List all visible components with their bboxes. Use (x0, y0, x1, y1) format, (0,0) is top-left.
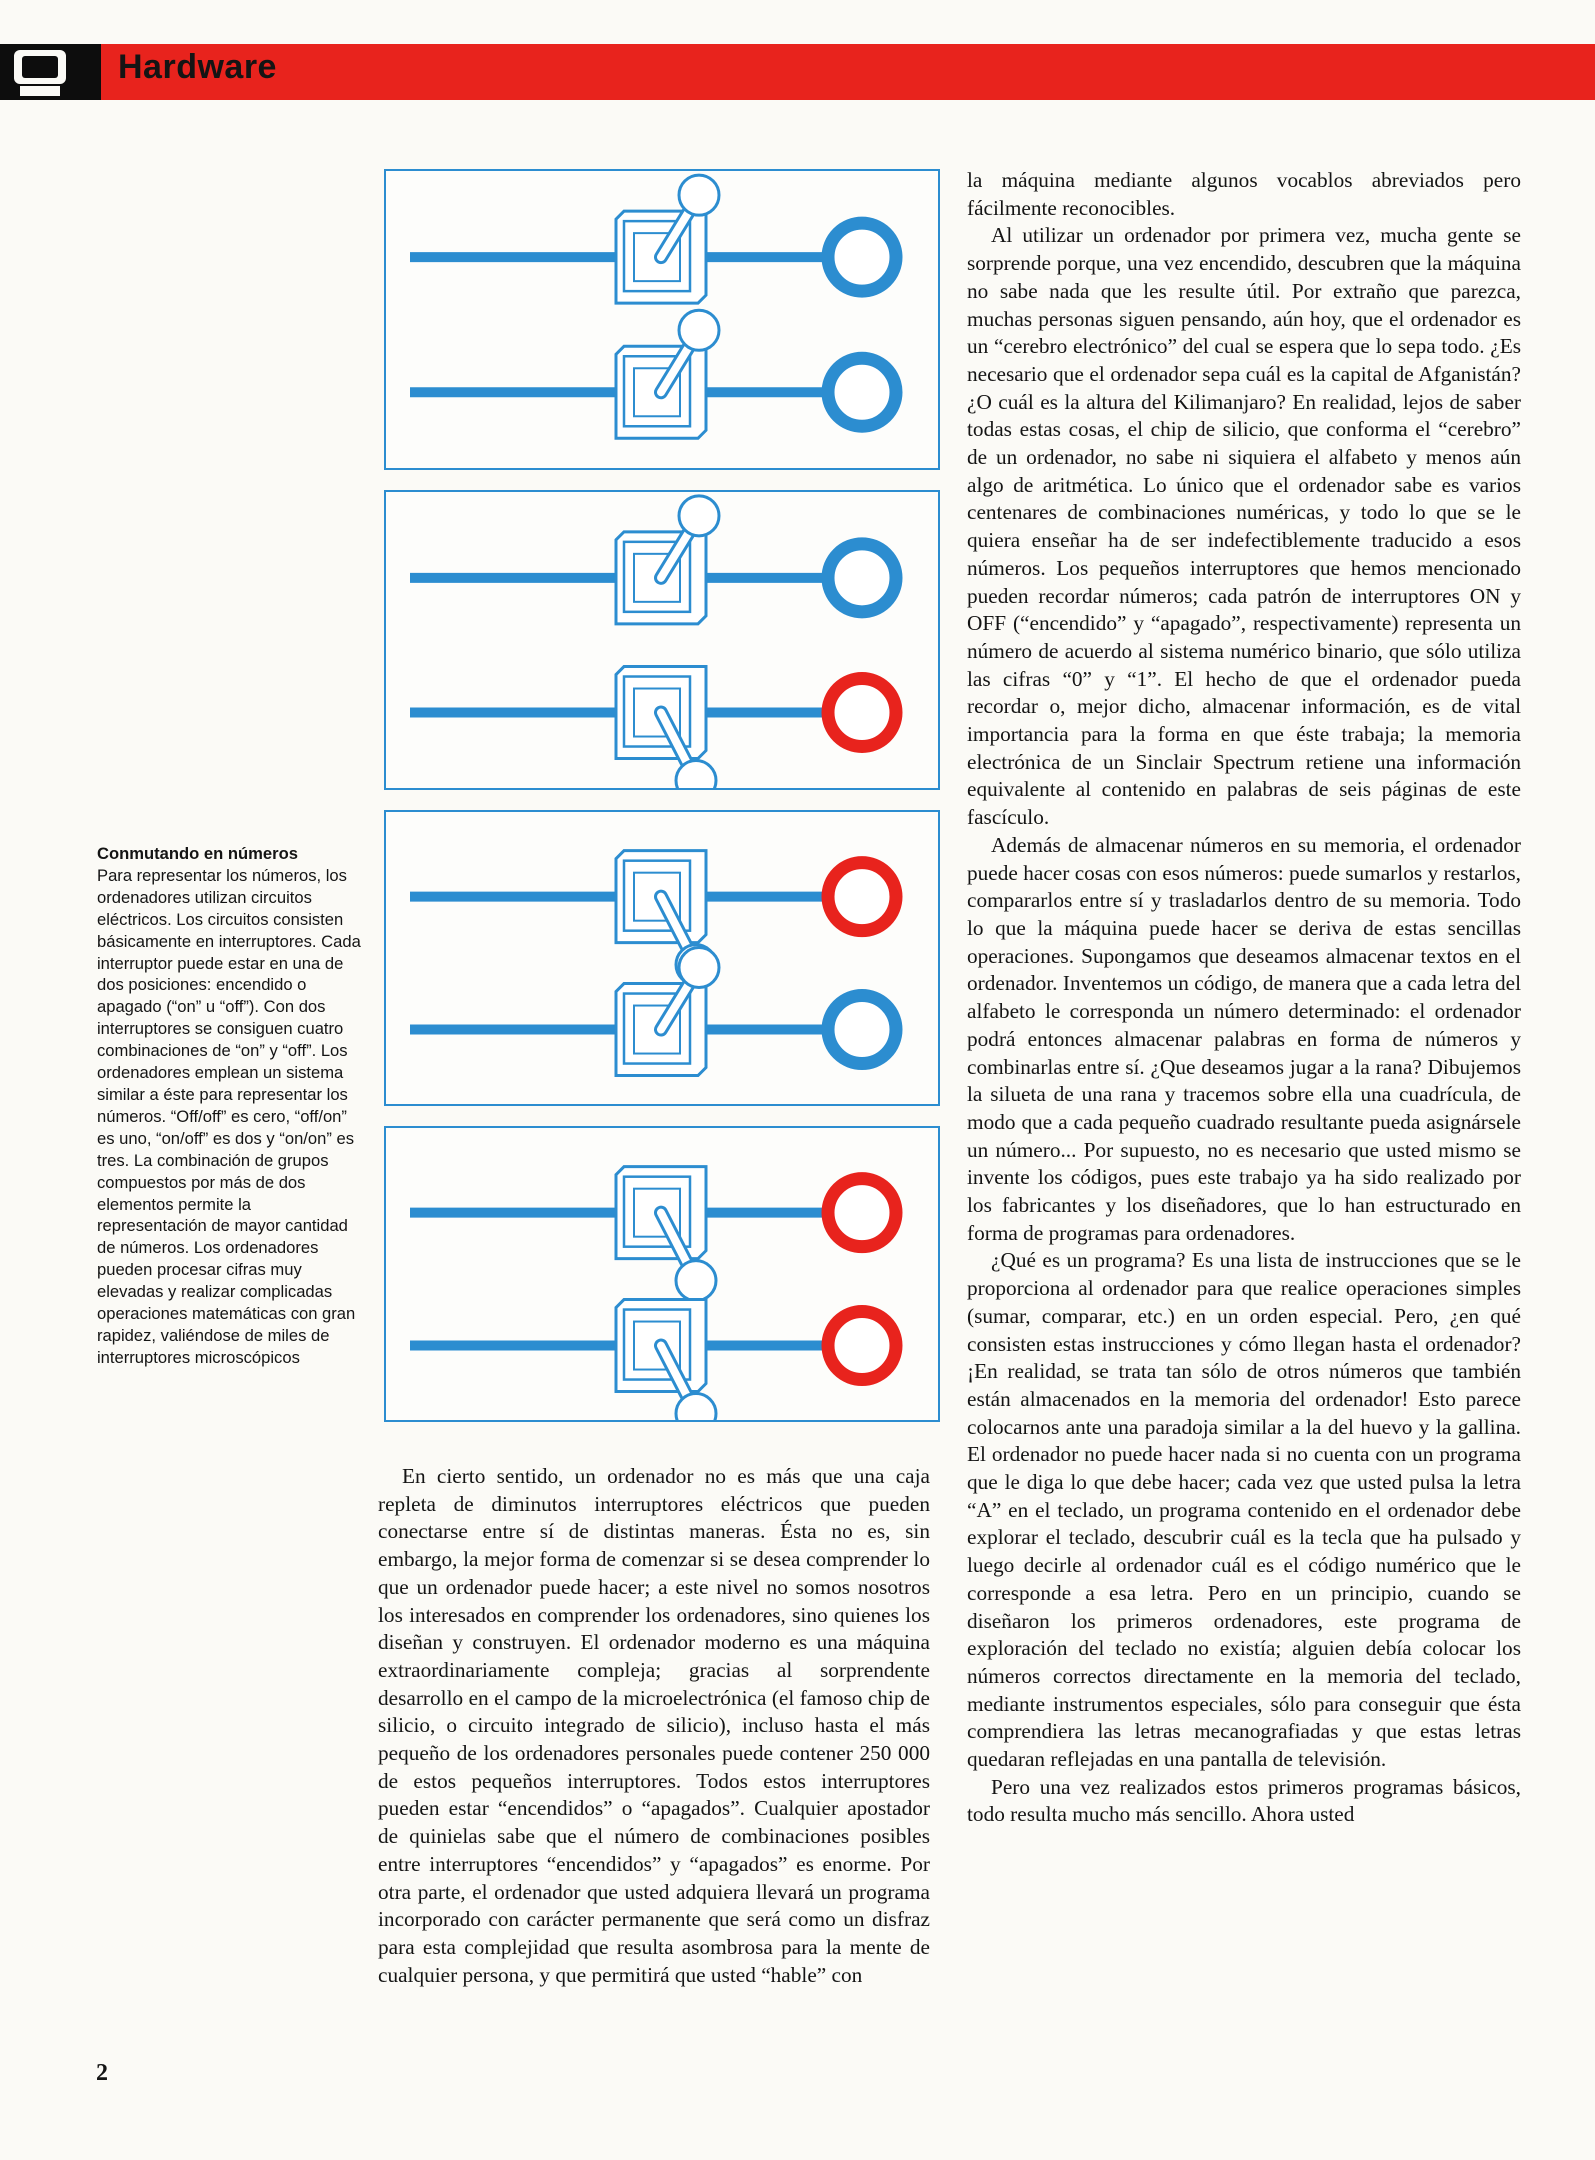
lamp-on (828, 863, 896, 931)
page-number: 2 (96, 2060, 108, 2086)
switch-knob (679, 310, 719, 350)
switch-panel-on-off (384, 810, 940, 1106)
switch-knob (679, 496, 719, 536)
body-paragraph: Pero una vez realizados estos primeros programas básicos, todo resulta mucho más sencillo. Ahora usted (967, 1774, 1521, 1827)
switch-on (410, 1167, 896, 1301)
body-column-left (378, 1463, 930, 1989)
lamp-on (828, 1179, 896, 1247)
caption-body: Para representar los números, los ordenadores utilizan circuitos eléctricos. Los circuitos consisten básicamente en interruptores. Cada interruptor puede estar en una de dos posiciones: encendido o apagado (“on” u “off”). Con dos interruptores se consiguen cuatro combinaciones de “on” y “off”. Los ordenadores emplean un sistema similar a éste para representar los números. “Off/off” es cero, “off/on” es uno, “on/off” es dos y “on/on” es tres. La combinación de grupos compuestos por más de dos elementos permite la representación de mayor cantidad de números. Los ordenadores pueden procesar cifras muy elevadas y realizar complicadas operaciones matemáticas con gran rapidez, valiéndose de miles de interruptores microscópicos (97, 865, 361, 1367)
switch-on (410, 1300, 896, 1420)
computer-monitor-icon (0, 44, 101, 100)
section-title: Hardware (118, 48, 277, 86)
switch-pair-diagram (386, 171, 938, 468)
figure-caption (97, 843, 361, 1369)
lamp-off (828, 544, 896, 612)
switch-on (410, 851, 896, 985)
switch-knob (679, 948, 719, 988)
switch-off (410, 496, 896, 624)
body-column-right (967, 167, 1521, 1829)
switch-off (410, 175, 896, 303)
body-paragraph: ¿Qué es un programa? Es una lista de instrucciones que se le proporciona al ordenador para que realice operaciones simples (sumar, comparar, etc.) en un orden especial. Pero, ¿en qué consisten estas instrucciones y cómo llegan hasta el ordenador? ¡En realidad, se trata tan sólo de otros números que también están almacenados en la memoria del ordenador! Esto parece colocarnos ante una paradoja similar a la del huevo y la gallina. El ordenador no puede hacer nada si no cuenta con un programa que le diga lo que debe hacer; cada vez que usted pulsa la letra “A” en el teclado, un programa contenido en el ordenador debe explorar el teclado, descubrir cuál es la tecla que ha pulsado y luego decirle al ordenador cuál es el código numérico que le corresponde a esa letra. Pero en un principio, cuando se diseñaron los primeros ordenadores, este programa de exploración del teclado no existía; alguien debía colocar los números correctos directamente en la memoria del teclado, mediante instrumentos especiales, sólo para conseguir que ésta comprendiera las letras mecanografiadas y que estas letras quedaran reflejadas en una pantalla de televisión. (967, 1248, 1521, 1772)
switch-on (410, 667, 896, 788)
lamp-on (828, 679, 896, 747)
lamp-on (828, 1312, 896, 1380)
switch-knob (676, 761, 716, 788)
body-paragraph: En cierto sentido, un ordenador no es más que una caja repleta de diminutos interruptores eléctricos que pueden conectarse entre sí de distintas maneras. Ésta no es, sin embargo, la mejor forma de comenzar si se desea comprender lo que un ordenador puede hacer; a este nivel no somos nosotros los interesados en comprender los ordenadores, sino quienes los diseñan y construyen. El ordenador moderno es una máquina extraordinariamente compleja; gracias al sorprendente desarrollo en el campo de la microelectrónica (el famoso chip de silicio, o circuito integrado de silicio), incluso hasta el más pequeño de los ordenadores personales puede contener 250 000 de estos pequeños interruptores. Todos estos interruptores pueden estar “encendidos” o “apagados”. Cualquier apostador de quinielas sabe que el número de combinaciones posibles entre interruptores “encendidos” y “apagados” es enorme. Por otra parte, el ordenador que usted adquiera llevará un programa incorporado con carácter permanente que será como un disfraz para esta complejidad que resulta asombrosa para la mente de cualquier persona, y que permitirá que usted “hable” con (378, 1464, 930, 1987)
switch-panel-on-on (384, 1126, 940, 1422)
caption-title: Conmutando en números (97, 844, 298, 863)
switch-knob (679, 175, 719, 215)
switch-knob (676, 1261, 716, 1301)
body-paragraph: la máquina mediante algunos vocablos abreviados pero fácilmente reconocibles. (967, 168, 1521, 220)
body-paragraph: Al utilizar un ordenador por primera vez, mucha gente se sorprende porque, una vez encendido, descubren que la máquina no sabe nada que les resulte útil. Por extraño que parezca, muchas personas siguen pensando, aún hoy, que el ordenador es un “cerebro electrónico” del cual se espera que lo sepa todo. ¿Es necesario que el ordenador sepa cuál es la capital de Afganistán? ¿O cuál es la altura del Kilimanjaro? En realidad, lejos de saber todas estas cosas, el chip de silicio, que conforma el “cerebro” de un ordenador, no sabe ni siquiera el alfabeto y menos aún algo de aritmética. Lo único que el ordenador sabe es varios centenares de combinaciones numéricas, y todo lo que se le quiera enseñar ha de ser indefectiblemente traducido a esos números. Los pequeños interruptores que hemos mencionado pueden recordar números; cada patrón de interruptores ON y OFF (“encendido” y “apagado”, respectivamente) representa un número de acuerdo al sistema numérico binario, que sólo utiliza las cifras “0” y “1”. El hecho de que el ordenador pueda recordar o, mejor dicho, almacenar información, es de vital importancia para la forma en que éste trabaja; la memoria electrónica de un Sinclair Spectrum retiene una información equivalente al contenido en palabras de seis páginas de este fascículo. (967, 223, 1521, 830)
switch-knob (676, 1394, 716, 1420)
switch-pair-diagram (386, 812, 938, 1104)
lamp-off (828, 996, 896, 1064)
switch-off (410, 948, 896, 1076)
body-paragraph: Además de almacenar números en su memoria, el ordenador puede hacer cosas con esos números: puede sumarlos y restarlos, compararlos entre sí y trasladarlos dentro de su memoria. Todo lo que la máquina puede hacer se deriva de estas sencillas operaciones. Supongamos que deseamos almacenar textos en el ordenador. Inventemos un código, de manera que a cada letra del alfabeto le corresponda un número determinado: el ordenador podrá entonces almacenar palabras en forma de números y combinarlas entre sí. ¿Que deseamos jugar a la rana? Dibujemos la silueta de una rana y tracemos sobre ella una cuadrícula, de modo que a cada pequeño cuadrado resultante pueda asignársele un número... Por supuesto, no es necesario que usted mismo se invente los códigos, pues este trabajo ya ha sido realizado por los fabricantes y los diseñadores, que lo han estructurado en forma de programas para ordenadores. (967, 832, 1521, 1245)
lamp-off (828, 223, 896, 291)
switch-pair-diagram (386, 492, 938, 788)
switch-panel-off-off (384, 169, 940, 470)
switch-panel-off-on (384, 490, 940, 790)
lamp-off (828, 358, 896, 426)
switch-pair-diagram (386, 1128, 938, 1420)
switch-off (410, 310, 896, 438)
